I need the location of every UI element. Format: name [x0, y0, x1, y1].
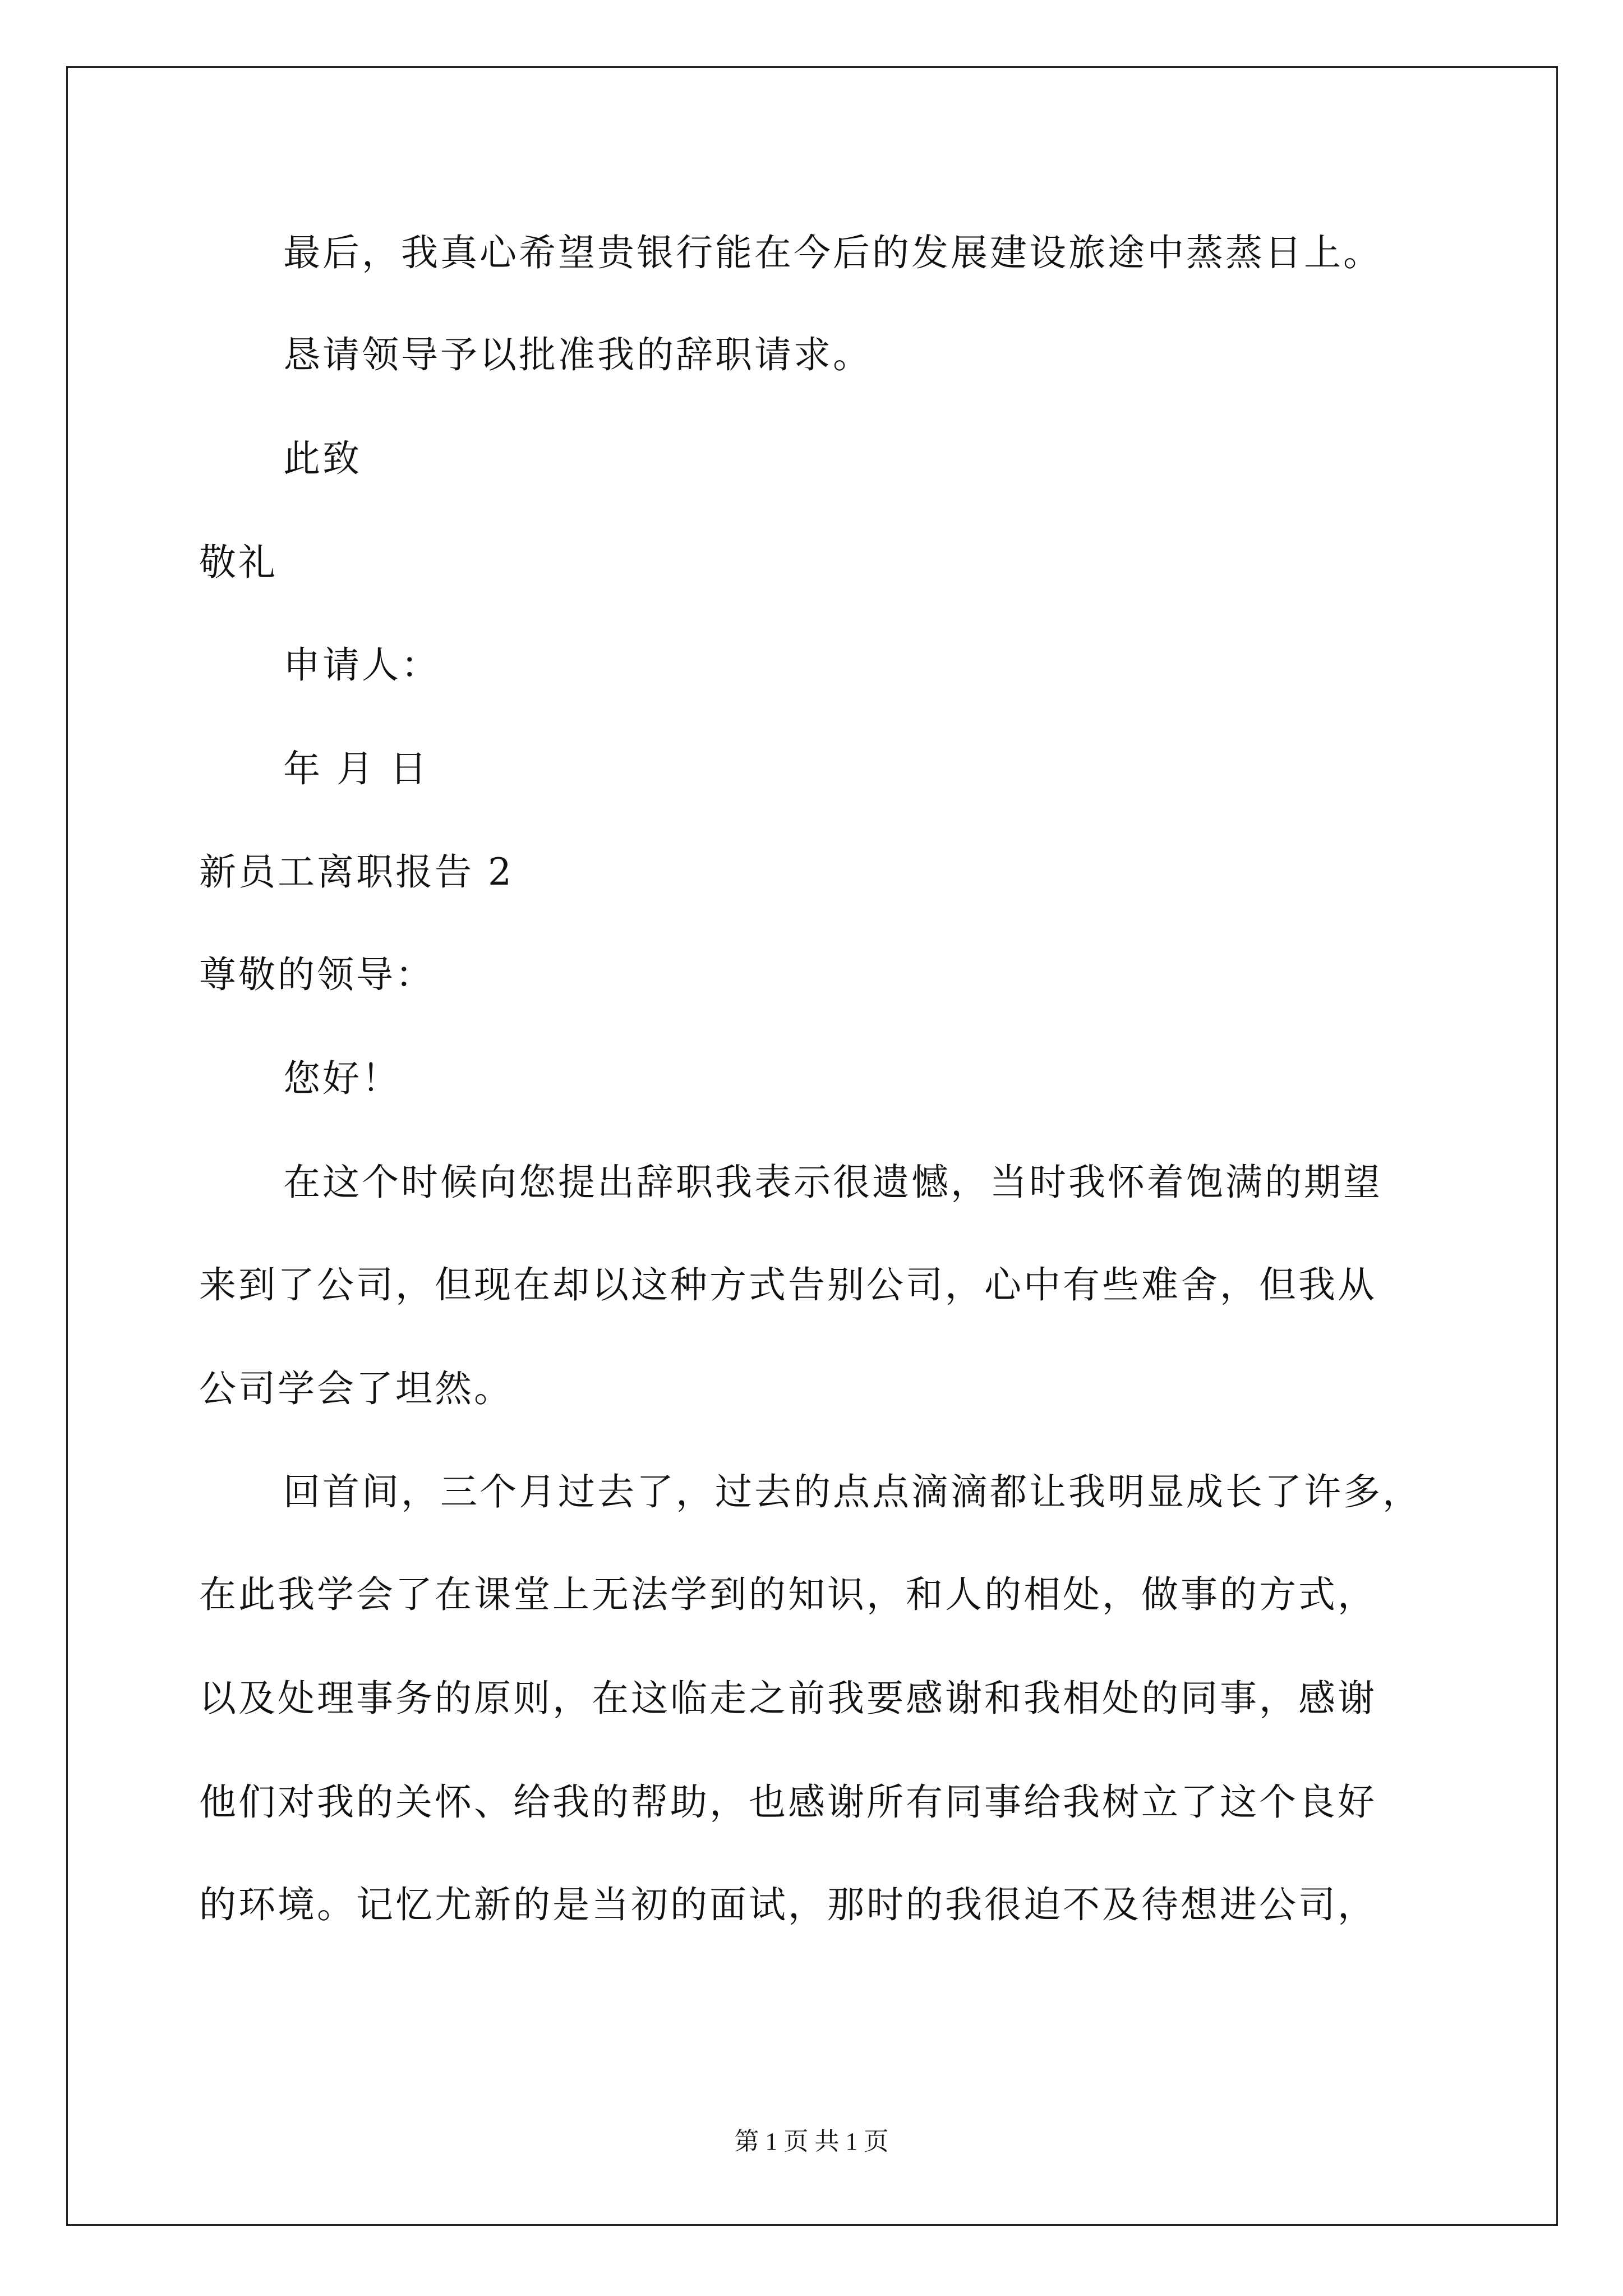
applicant-label: 申请人： [283, 643, 440, 687]
paragraph-line: 来到了公司，但现在却以这种方式告别公司，心中有些难舍，但我从 [199, 1263, 1377, 1306]
paragraph-line: 公司学会了坦然。 [199, 1367, 513, 1410]
paragraph-closing-wish: 最后，我真心希望贵银行能在今后的发展建设旅途中蒸蒸日上。 [283, 231, 1382, 274]
greeting-addressee: 尊敬的领导： [199, 953, 435, 996]
salutation-cizhi: 此致 [283, 437, 362, 480]
paragraph-line: 在这个时候向您提出辞职我表示很遗憾，当时我怀着饱满的期望 [283, 1161, 1382, 1204]
date-line: 年 月 日 [283, 747, 429, 790]
section-title: 新员工离职报告 2 [199, 850, 514, 894]
paragraph-line: 回首间，三个月过去了，过去的点点滴滴都让我明显成长了许多， [283, 1470, 1422, 1513]
salutation-jingli: 敬礼 [199, 541, 278, 584]
page-footer: 第 1 页 共 1 页 [734, 2128, 889, 2155]
paragraph-line: 的环境。记忆尤新的是当初的面试，那时的我很迫不及待想进公司， [199, 1883, 1377, 1926]
paragraph-line: 在此我学会了在课堂上无法学到的知识，和人的相处，做事的方式， [199, 1573, 1377, 1616]
greeting-hello: 您好！ [283, 1057, 401, 1100]
paragraph-line: 以及处理事务的原则，在这临走之前我要感谢和我相处的同事，感谢 [199, 1677, 1377, 1720]
paragraph-approval-request: 恳请领导予以批准我的辞职请求。 [283, 333, 872, 376]
paragraph-line: 他们对我的关怀、给我的帮助，也感谢所有同事给我树立了这个良好 [199, 1780, 1377, 1824]
